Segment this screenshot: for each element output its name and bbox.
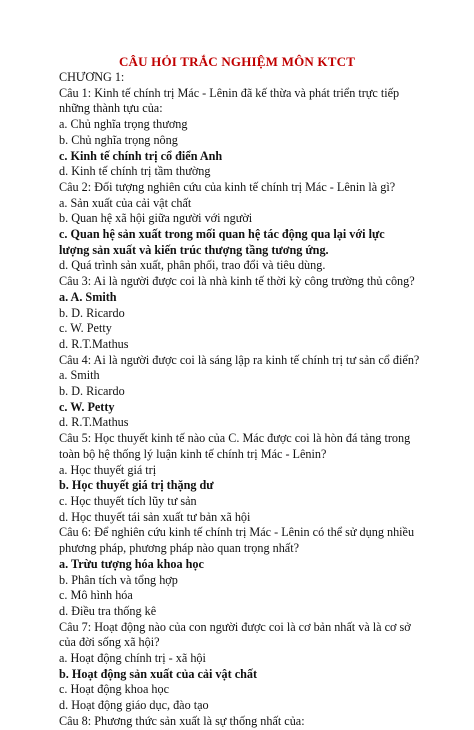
text-line: Câu 3: Ai là người được coi là nhà kinh tế thời kỳ công trường thủ công?	[59, 274, 415, 289]
text-line: a. Sản xuất của cải vật chất	[59, 195, 192, 210]
text-line: c. W. Petty	[59, 321, 112, 336]
text-line: c. W. Petty	[59, 399, 115, 414]
text-line: d. Kinh tế chính trị tầm thường	[59, 164, 211, 179]
text-line: a. A. Smith	[59, 289, 117, 304]
text-line: a. Hoạt động chính trị - xã hội	[59, 651, 206, 666]
text-line: c. Quan hệ sản xuất trong mối quan hệ tác động qua lại với lực	[59, 227, 385, 242]
text-line: những thành tựu của:	[59, 101, 163, 116]
text-line: d. Quá trình sản xuất, phân phối, trao đổi và tiêu dùng.	[59, 258, 326, 273]
text-line: Câu 4: Ai là người được coi là sáng lập ra kinh tế chính trị tư sản cổ điển?	[59, 352, 420, 367]
text-line: a. Học thuyết giá trị	[59, 462, 157, 477]
text-line: b. D. Ricardo	[59, 384, 125, 399]
text-line: c. Học thuyết tích lũy tư sản	[59, 493, 197, 508]
text-line: b. Quan hệ xã hội giữa người với người	[59, 211, 253, 226]
text-line: a. Chủ nghĩa trọng thương	[59, 117, 188, 132]
text-line: b. Chủ nghĩa trọng nông	[59, 132, 178, 147]
text-line: b. Phân tích và tổng hợp	[59, 572, 178, 587]
text-line: c. Kinh tế chính trị cổ điển Anh	[59, 148, 223, 163]
text-line: Câu 2: Đối tượng nghiên cứu của kinh tế chính trị Mác - Lênin là gì?	[59, 179, 396, 194]
text-line: d. Hoạt động giáo dục, đào tạo	[59, 698, 209, 713]
text-line: phương pháp, phương pháp nào quan trọng nhất?	[59, 541, 300, 556]
text-line: d. R.T.Mathus	[59, 415, 129, 430]
text-line: Câu 5: Học thuyết kinh tế nào của C. Mác được coi là hòn đá tảng trong	[59, 431, 411, 446]
text-line: a. Smith	[59, 368, 100, 383]
document-body	[59, 70, 429, 730]
text-line: Câu 7: Hoạt động nào của con người được coi là cơ bản nhất và là cơ sở	[59, 619, 411, 634]
text-line: Câu 1: Kinh tế chính trị Mác - Lênin đã kế thừa và phát triển trực tiếp	[59, 85, 400, 100]
text-line: b. Học thuyết giá trị thặng dư	[59, 478, 214, 493]
text-line: d. Học thuyết tái sản xuất tư bản xã hội	[59, 509, 251, 524]
text-line: a. Trừu tượng hóa khoa học	[59, 556, 204, 571]
text-line: d. Điều tra thống kê	[59, 603, 157, 618]
text-line: Câu 8: Phương thức sản xuất là sự thống nhất của:	[59, 713, 305, 728]
text-line: Câu 6: Để nghiên cứu kinh tế chính trị Mác - Lênin có thể sử dụng nhiều	[59, 525, 415, 540]
text-line: b. Hoạt động sản xuất của cải vật chất	[59, 666, 258, 681]
document-title: CÂU HỎI TRẮC NGHIỆM MÔN KTCT	[118, 54, 356, 69]
text-line: d. R.T.Mathus	[59, 336, 129, 351]
text-line: lượng sản xuất và kiến trúc thượng tầng tương ứng.	[59, 242, 329, 257]
text-line: CHƯƠNG 1:	[59, 70, 125, 84]
text-line: b. D. Ricardo	[59, 305, 125, 320]
text-line: c. Mô hình hóa	[59, 588, 133, 603]
text-line: toàn bộ hệ thống lý luận kinh tế chính trị Mác - Lênin?	[59, 446, 327, 461]
text-line: của đời sống xã hội?	[59, 635, 160, 650]
text-line: c. Hoạt động khoa học	[59, 682, 169, 697]
